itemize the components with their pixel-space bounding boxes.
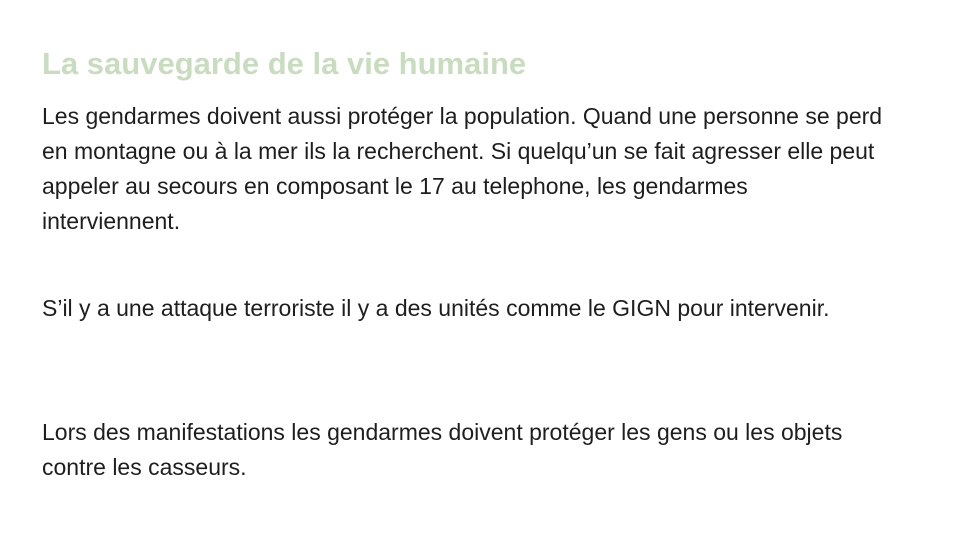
paragraph-demonstrations: Lors des manifestations les gendarmes doivent protéger les gens ou les objets contre les casseurs. xyxy=(42,419,843,480)
paragraph-terrorist-attack: S’il y a une attaque terroriste il y a des unités comme le GIGN pour intervenir. xyxy=(42,295,830,321)
slide-title: La sauvegarde de la vie humaine xyxy=(42,46,527,81)
paragraph-population-protection: Les gendarmes doivent aussi protéger la population. Quand une personne se perd en montagne ou à la mer ils la recherchent. Si quelqu’un se fait agresser elle peut appeler au secours en composant le 17 au telephone, les gendarmes interviennent. xyxy=(42,103,883,234)
